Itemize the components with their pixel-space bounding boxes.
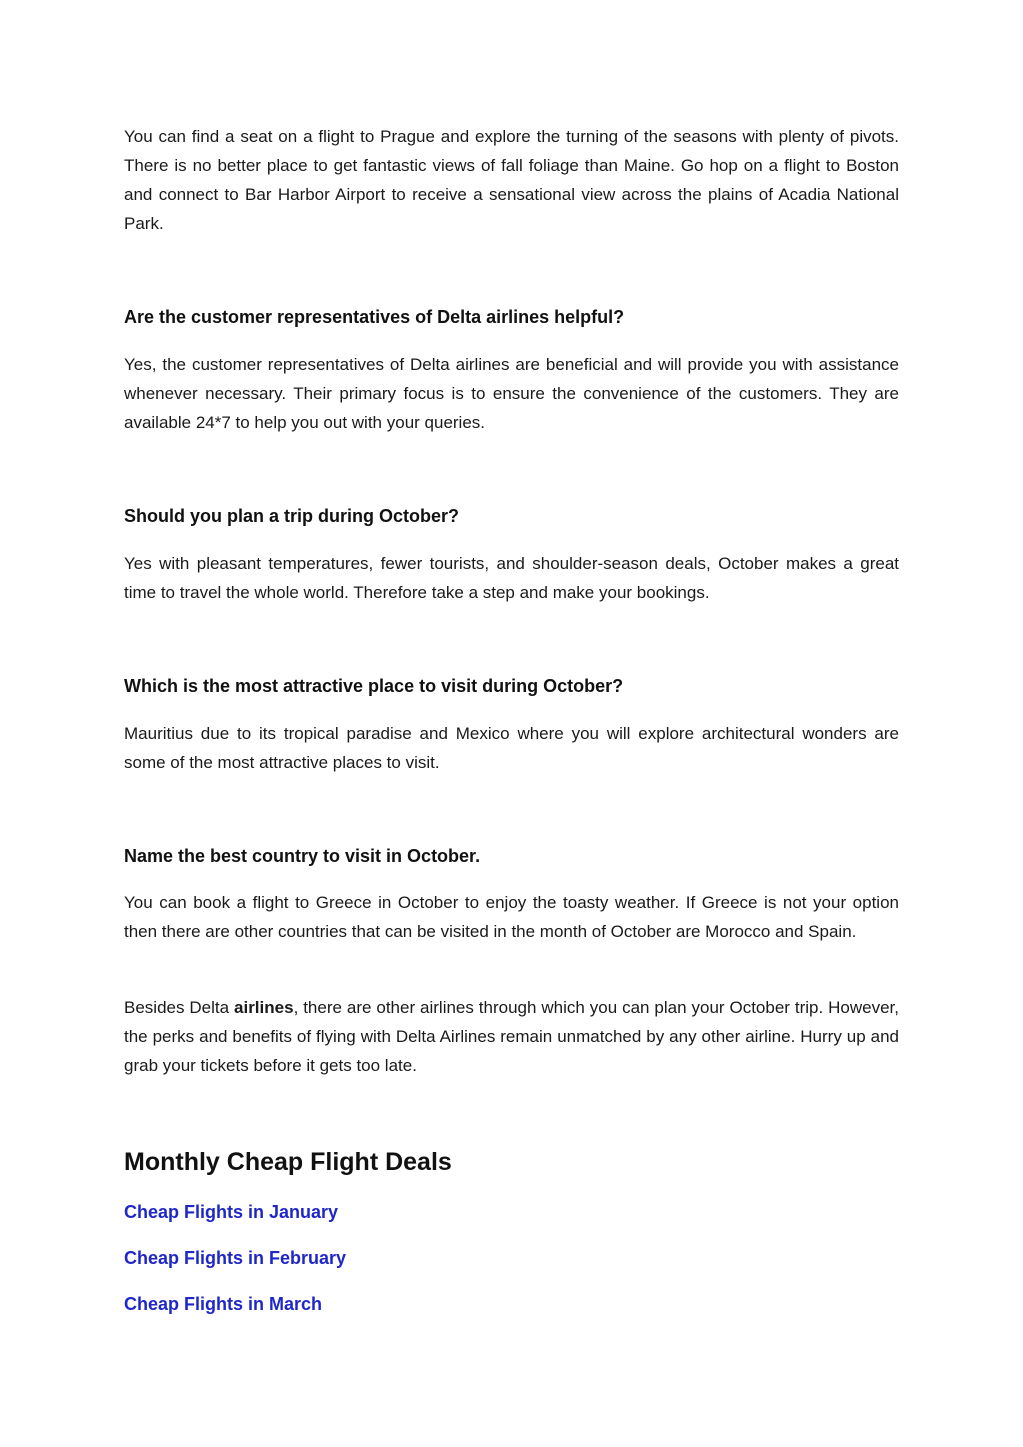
faq-answer-4: You can book a flight to Greece in October to enjoy the toasty weather. If Greece is not your option then there are other countries that can be visited in the month of October are Morocco and Spain. xyxy=(124,893,899,941)
intro-paragraph: You can find a seat on a flight to Prague and explore the turning of the seasons with plenty of pivots. There is no better place to get fantastic views of fall foliage than Maine. Go hop on a flight to Boston and connect to Bar Harbor Airport to receive a sensational view across the plains of Acadia National Park. xyxy=(124,127,899,233)
deals-heading: Monthly Cheap Flight Deals xyxy=(124,1148,452,1176)
closing-suffix: , there are other airlines through which you can plan your October trip. However, the perks and benefits of flying with Delta Airlines remain unmatched by any other airline. Hurry up and grab your tickets before it gets too late. xyxy=(124,998,899,1075)
faq-answer-3: Mauritius due to its tropical paradise and Mexico where you will explore architectural wonders are some of the most attractive places to visit. xyxy=(124,724,899,772)
closing-prefix: Besides Delta xyxy=(124,998,235,1017)
closing-bold-word: airlines xyxy=(234,998,294,1017)
link-cheap-flights-january[interactable]: Cheap Flights in January xyxy=(124,1202,339,1222)
faq-answer-2: Yes with pleasant temperatures, fewer tourists, and shoulder-season deals, October makes a great time to travel the whole world. Therefore take a step and make your bookings. xyxy=(124,554,899,602)
faq-answer-1: Yes, the customer representatives of Delta airlines are beneficial and will provide you with assistance whenever necessary. Their primary focus is to ensure the convenience of the customers. They are available 24*7 to help you out with your queries. xyxy=(124,355,899,432)
closing-paragraph xyxy=(124,993,899,1080)
faq-question-4: Name the best country to visit in October. xyxy=(124,846,481,866)
faq-question-1: Are the customer representatives of Delta airlines helpful? xyxy=(124,307,625,327)
faq-question-2: Should you plan a trip during October? xyxy=(124,506,459,526)
link-cheap-flights-february[interactable]: Cheap Flights in February xyxy=(124,1248,347,1268)
faq-question-3: Which is the most attractive place to visit during October? xyxy=(124,676,624,696)
link-cheap-flights-march[interactable]: Cheap Flights in March xyxy=(124,1294,323,1314)
